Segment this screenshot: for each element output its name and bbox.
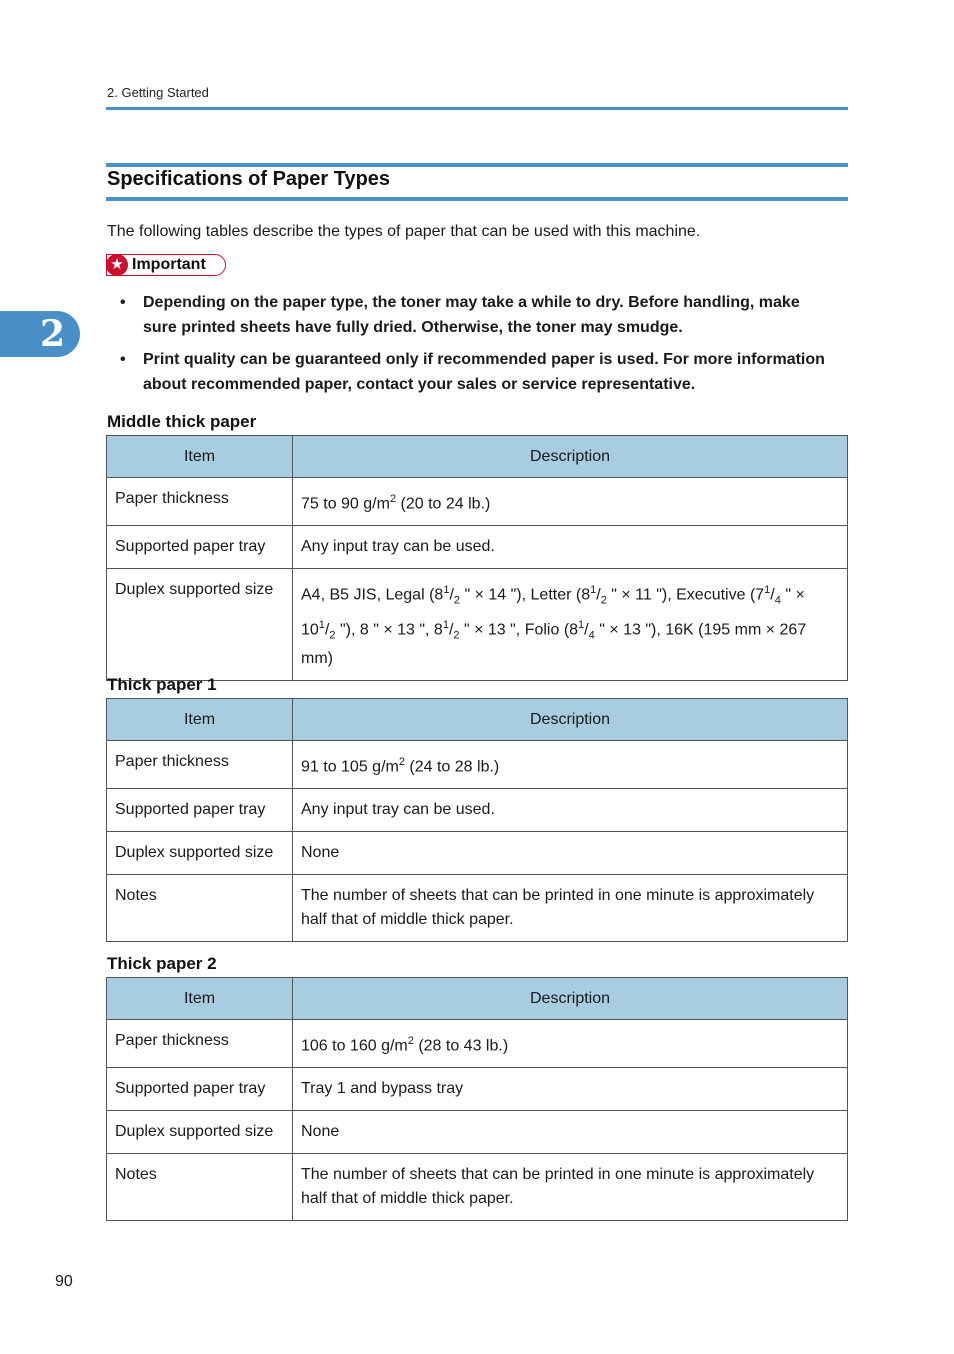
header-rule <box>106 107 848 110</box>
row-description: Any input tray can be used. <box>293 526 848 569</box>
table-row <box>107 1154 848 1221</box>
section-rule-top <box>106 163 848 167</box>
column-header-description: Description <box>293 436 848 478</box>
intro-text: The following tables describe the types of paper that can be used with this machine. <box>107 223 701 240</box>
bullet-icon: • <box>120 351 126 368</box>
row-description: A4, B5 JIS, Legal ($8^1/_2$ " × 14 "), Letter ($8^1/_2$ " × 11 "), Executive ($7^1/_4$ " × $10^1/_2$ "), 8 " × 13 ", $8^1/_2$ " × 13 ", Folio ($8^1/_4$ " × 13 "), 16K (195 mm × 267 mm) <box>293 569 848 681</box>
row-description: Tray 1 and bypass tray <box>293 1068 848 1111</box>
bullet-text: Print quality can be guaranteed only if recommended paper is used. For more information about recommended paper, contact your sales or service representative. <box>143 351 825 393</box>
row-item: Notes <box>107 1154 293 1221</box>
list-item <box>120 347 835 397</box>
row-item: Notes <box>107 875 293 942</box>
row-item: Supported paper tray <box>107 789 293 832</box>
row-description: The number of sheets that can be printed in one minute is approximately half that of middle thick paper. <box>293 1154 848 1221</box>
row-item: Duplex supported size <box>107 569 293 681</box>
spec-table-middle-thick <box>106 435 848 681</box>
bullet-text: Depending on the paper type, the toner may take a while to dry. Before handling, make sure printed sheets have fully dried. Otherwise, the toner may smudge. <box>143 294 800 336</box>
table-row <box>107 875 848 942</box>
table-row <box>107 741 848 789</box>
table-row <box>107 832 848 875</box>
table-row <box>107 478 848 526</box>
table-row <box>107 569 848 681</box>
spec-table-thick-2 <box>106 977 848 1221</box>
bullet-icon: • <box>120 294 126 311</box>
star-icon: ★ <box>106 254 128 276</box>
table-row <box>107 1068 848 1111</box>
table-row <box>107 789 848 832</box>
section-rule-bottom <box>106 197 848 201</box>
table-row <box>107 526 848 569</box>
row-description: 106 to 160 $g/m^2$ (28 to 43 lb.) <box>293 1020 848 1068</box>
table-caption: Thick paper 2 <box>107 954 217 973</box>
row-item: Supported paper tray <box>107 526 293 569</box>
column-header-item: Item <box>107 436 293 478</box>
column-header-item: Item <box>107 978 293 1020</box>
breadcrumb: 2. Getting Started <box>107 85 209 100</box>
row-description: 75 to 90 $g/m^2$ (20 to 24 lb.) <box>293 478 848 526</box>
row-item: Supported paper tray <box>107 1068 293 1111</box>
row-description: None <box>293 832 848 875</box>
page-number: 90 <box>55 1273 73 1290</box>
column-header-description: Description <box>293 699 848 741</box>
row-description: The number of sheets that can be printed in one minute is approximately half that of middle thick paper. <box>293 875 848 942</box>
table-row <box>107 1111 848 1154</box>
row-item: Paper thickness <box>107 741 293 789</box>
row-item: Paper thickness <box>107 1020 293 1068</box>
important-label: Important <box>132 256 206 273</box>
column-header-description: Description <box>293 978 848 1020</box>
table-caption: Middle thick paper <box>107 412 257 431</box>
table-row <box>107 1020 848 1068</box>
important-list <box>120 290 835 404</box>
row-item: Duplex supported size <box>107 1111 293 1154</box>
spec-table-thick-1 <box>106 698 848 942</box>
row-description: None <box>293 1111 848 1154</box>
important-badge <box>106 254 226 276</box>
row-item: Paper thickness <box>107 478 293 526</box>
row-description: Any input tray can be used. <box>293 789 848 832</box>
row-item: Duplex supported size <box>107 832 293 875</box>
chapter-number: 2 <box>40 313 66 355</box>
chapter-tab <box>0 311 80 357</box>
column-header-item: Item <box>107 699 293 741</box>
row-description: 91 to 105 $g/m^2$ (24 to 28 lb.) <box>293 741 848 789</box>
list-item <box>120 290 835 340</box>
section-title: Specifications of Paper Types <box>107 168 391 190</box>
table-caption: Thick paper 1 <box>107 675 217 694</box>
